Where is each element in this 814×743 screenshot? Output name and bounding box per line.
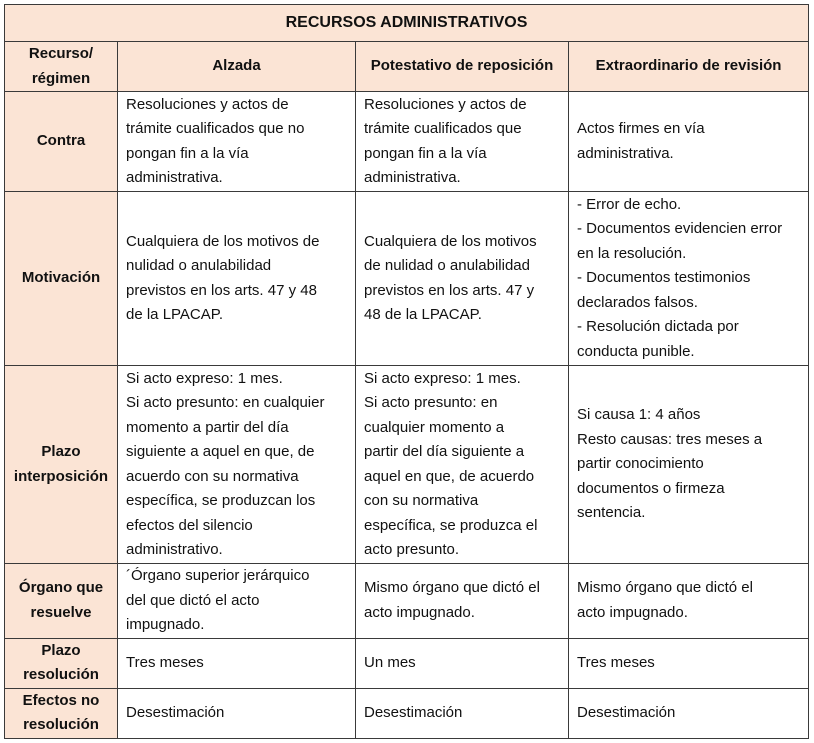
table-row <box>5 366 809 564</box>
cell-line: administrativa. <box>577 144 674 162</box>
table-cell <box>118 92 356 192</box>
table-row <box>5 564 809 639</box>
cell-line: de la LPACAP. <box>126 306 224 323</box>
cell-line: - Resolución dictada por <box>577 318 739 336</box>
cell-line: - Documentos testimonios <box>577 269 751 287</box>
cell-line: acto impugnado. <box>364 603 475 621</box>
cell-line: Si acto expreso: 1 mes. <box>364 369 521 387</box>
cell-line: Resoluciones y actos de <box>126 95 289 113</box>
table-row <box>5 688 809 738</box>
column-header-reposicion: Potestativo de reposición <box>356 42 569 92</box>
table-cell <box>118 638 356 688</box>
cell-line: previstos en los arts. 47 y 48 <box>126 281 317 299</box>
row-header-line: Plazo <box>41 641 81 659</box>
cell-line: Si acto presunto: en cualquier <box>126 394 325 411</box>
cell-line: previstos en los arts. 47 y <box>364 281 535 299</box>
cell-line: - Documentos evidencien error <box>577 220 783 238</box>
cell-line: partir del día siguiente a <box>364 443 525 460</box>
row-header-line: Órgano que <box>18 579 104 597</box>
cell-line: Tres meses <box>577 653 655 671</box>
cell-line: efectos del silencio <box>126 516 253 534</box>
table-cell <box>118 564 356 639</box>
table-cell <box>569 92 809 192</box>
row-header-line: Efectos no <box>22 691 100 709</box>
row-header-line: Contra <box>36 132 86 150</box>
row-header-line: Plazo <box>41 443 81 460</box>
column-header-row <box>5 42 809 92</box>
cell-line: de nulidad o anulabilidad <box>364 257 530 274</box>
cell-line: partir conocimiento <box>577 455 704 473</box>
cell-line: sentencia. <box>577 504 646 522</box>
table-row <box>5 192 809 366</box>
row-header <box>5 564 118 639</box>
column-header-alzada: Alzada <box>118 42 356 92</box>
cell-line: trámite cualificados que <box>364 120 522 137</box>
table-cell <box>356 564 569 639</box>
table-cell <box>356 638 569 688</box>
table-cell <box>569 366 809 564</box>
row-header-line: resuelve <box>30 603 92 621</box>
corner-header-line: régimen <box>31 69 91 87</box>
cell-line: impugnado. <box>126 616 205 633</box>
cell-line: documentos o firmeza <box>577 479 725 497</box>
cell-line: aquel en que, de acuerdo <box>364 467 535 485</box>
cell-line: pongan fin a la vía <box>364 144 487 162</box>
cell-line: declarados falsos. <box>577 293 698 311</box>
cell-line: Cualquiera de los motivos de <box>126 232 320 250</box>
recursos-table <box>4 4 809 739</box>
cell-line: Desestimación <box>577 703 676 721</box>
table-cell <box>356 366 569 564</box>
cell-line: Resto causas: tres meses a <box>577 430 763 448</box>
cell-line: Desestimación <box>126 703 225 721</box>
cell-line: trámite cualificados que no <box>126 120 305 137</box>
cell-line: del que dictó el acto <box>126 591 260 609</box>
cell-line: ´Órgano superior jerárquico <box>126 567 310 584</box>
cell-line: en la resolución. <box>577 244 687 262</box>
row-header <box>5 688 118 738</box>
table-row <box>5 638 809 688</box>
table-title: RECURSOS ADMINISTRATIVOS <box>5 5 809 42</box>
cell-line: 48 de la LPACAP. <box>364 306 482 323</box>
table-cell <box>118 192 356 366</box>
cell-line: Tres meses <box>126 653 204 671</box>
table-cell <box>118 366 356 564</box>
table-cell <box>356 688 569 738</box>
row-header-line: resolución <box>23 666 99 683</box>
table-cell <box>118 688 356 738</box>
title-row <box>5 5 809 42</box>
cell-line: acto presunto. <box>364 541 460 558</box>
cell-line: Un mes <box>364 653 416 671</box>
row-header <box>5 92 118 192</box>
corner-header <box>5 42 118 92</box>
table-cell <box>569 638 809 688</box>
row-header-line: interposición <box>13 467 109 485</box>
cell-line: Cualquiera de los motivos <box>364 232 537 250</box>
cell-line: - Error de echo. <box>577 195 682 213</box>
row-header <box>5 638 118 688</box>
cell-line: Si acto expreso: 1 mes. <box>126 369 283 387</box>
table-cell <box>569 688 809 738</box>
cell-line: administrativa. <box>126 169 223 186</box>
cell-line: Actos firmes en vía <box>577 120 705 137</box>
cell-line: Mismo órgano que dictó el <box>364 579 540 597</box>
row-header <box>5 192 118 366</box>
cell-line: administrativo. <box>126 541 223 558</box>
cell-line: con su normativa <box>364 492 479 509</box>
cell-line: pongan fin a la vía <box>126 144 249 162</box>
cell-line: acuerdo con su normativa <box>126 467 299 485</box>
table-row <box>5 92 809 192</box>
table-cell <box>569 564 809 639</box>
table-cell <box>356 92 569 192</box>
cell-line: momento a partir del día <box>126 418 289 436</box>
table-cell <box>569 192 809 366</box>
cell-line: específica, se produzca el <box>364 516 538 534</box>
table-body <box>5 92 809 739</box>
row-header-line: resolución <box>23 716 99 733</box>
cell-line: conducta punible. <box>577 342 695 360</box>
table-cell <box>356 192 569 366</box>
cell-line: administrativa. <box>364 169 461 186</box>
cell-line: acto impugnado. <box>577 603 688 621</box>
cell-line: siguiente a aquel en que, de <box>126 443 315 460</box>
cell-line: Si acto presunto: en <box>364 394 498 411</box>
cell-line: Resoluciones y actos de <box>364 95 527 113</box>
cell-line: nulidad o anulabilidad <box>126 257 272 274</box>
cell-line: específica, se produzcan los <box>126 492 316 509</box>
row-header <box>5 366 118 564</box>
cell-line: Mismo órgano que dictó el <box>577 579 753 597</box>
cell-line: Si causa 1: 4 años <box>577 406 701 424</box>
corner-header-line: Recurso/ <box>28 45 94 62</box>
row-header-line: Motivación <box>21 269 101 287</box>
cell-line: cualquier momento a <box>364 418 505 436</box>
column-header-revision: Extraordinario de revisión <box>569 42 809 92</box>
cell-line: Desestimación <box>364 703 463 721</box>
